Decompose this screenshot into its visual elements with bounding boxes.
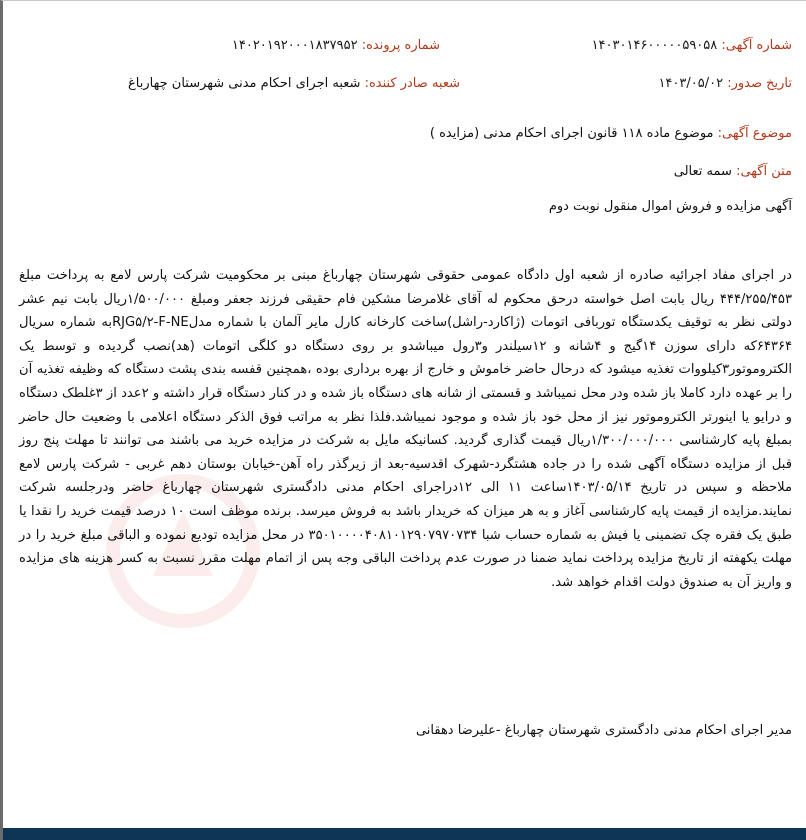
- notice-text-label: متن آگهی:: [736, 164, 792, 179]
- issue-date: [658, 76, 792, 91]
- subject-value: موضوع ماده ۱۱۸ قانون اجرای احکام مدنی (مزایده ): [429, 126, 714, 141]
- notice-number-value: ۱۴۰۳۰۱۴۶۰۰۰۰۰۵۹۰۵۸: [591, 38, 718, 53]
- notice-text-row: [23, 164, 792, 179]
- issue-date-value: ۱۴۰۳/۰۵/۰۲: [658, 76, 724, 91]
- signature: مدیر اجرای احکام مدنی دادگستری شهرستان چهارباغ -علیرضا دهقانی: [415, 723, 792, 738]
- notice-body: در اجرای مفاد اجرائیه صادره از شعبه اول دادگاه عمومی حقوقی شهرستان چهارباغ مبنی بر محکومیت شرکت پارس لامع به پرداخت مبلغ ۴۴۴/۲۵۵/۴۵۳ ریال بابت اصل خواسته درحق محکوم له آقای غلامرضا مشکین فام حقیقی فرزند جعفر ومبلغ ۱/۵۰۰/۰۰۰ریال بابت نیم عشر دولتی نظر به توقیف یکدستگاه توربافی اتومات (ژاکارد-راشل)ساخت کارخانه کارل مایر آلمان با شماره مدلRJG۵/۲-F-NEبه شماره سریال ۶۴۳۶۴که دارای سوزن ۱۴گیج و ۴شانه و ۱۲سیلندر و۳رول میباشدو بر روی دستگاه دو کلگی اتومات (هد)نصب گردیده و توسط یک الکتروموتور۳کیلووات تغذیه میشود که درحال حاضر خاموش و خارج از بهره برداری بوده ،همچنین قفسه بندی پشت دستگاه که وظیفه تغذیه آن را بر عهده دارد کاملا باز شده ودر محل نمیباشد و قسمتی از شانه های دستگاه باز شده و در کنار دستگاه قرار داشته و ۲عدد از ۳غلطک دستگاه و درایو یا اینورتر الکتروموتور نیز از محل خود باز شده و موجود نمیباشد.فلذا نظر به مراتب فوق الذکر دستگاه اعلامی با وضعیت حال حاضر بمبلغ پایه کارشناسی ۱/۳۰۰/۰۰۰/۰۰۰ریال قیمت گذاری گردید. کسانیکه مایل به شرکت در مزایده خرید می باشند می توانند تا مهلت پنج روز قبل از مزایده دستگاه آگهی شده را در جاده هشتگرد-شهرک اقدسیه-بعد از زیرگذر راه آهن-خیابان بوستان دهم غربی - شرکت پارس لامع ملاحظه و سپس در تاریخ ۱۴۰۳/۰۵/۱۴ساعت ۱۱ الی ۱۲دراجرای احکام مدنی دادگستری شهرستان چهارباغ حاضر ودرجلسه شرکت نمایند.مزایده از قیمت پایه کارشناسی آغاز و به هر میزان که خریدار باشد به فروش میرسد. برنده موظف است ۱۰ درصد قیمت خرید را نقدا یا طبق یک فقره چک تضمینی یا فیش به شماره حساب شبا ۳۵۰۱۰۰۰۰۴۰۸۱۰۱۲۹۰۷۹۷۰۷۳۴ در محل مزایده تودیع نموده و الباقی مبلغ خرید را در مهلت یکهفته از تاریخ مزایده پرداخت نماید ضمنا در صورت عدم پرداخت الباقی وجه پس از اتمام مهلت مقرر نسبت به کسر هزینه های مزایده و واریز آن به صندوق دولت اقدام خواهد شد.: [19, 268, 793, 590]
- subject-row: [23, 126, 792, 141]
- notice-number-label: شماره آگهی:: [721, 38, 792, 53]
- issuer-value: شعبه اجرای احکام مدنی شهرستان چهارباغ: [128, 76, 361, 91]
- subject-label: موضوع آگهی:: [717, 126, 792, 141]
- notice-title: آگهی مزایده و فروش اموال منقول نوبت دوم: [548, 199, 792, 214]
- case-number: [232, 38, 440, 53]
- case-number-label: شماره پرونده:: [361, 38, 440, 53]
- issue-date-label: تاریخ صدور:: [727, 76, 792, 91]
- issuer-label: شعبه صادر کننده:: [364, 76, 460, 91]
- bottom-bar: [3, 828, 806, 840]
- issuer: [128, 76, 460, 91]
- notice-number: [592, 38, 792, 53]
- notice-text-value: سمه تعالی: [673, 164, 732, 179]
- case-number-value: ۱۴۰۲۰۱۹۲۰۰۰۱۸۳۷۹۵۲: [231, 38, 358, 53]
